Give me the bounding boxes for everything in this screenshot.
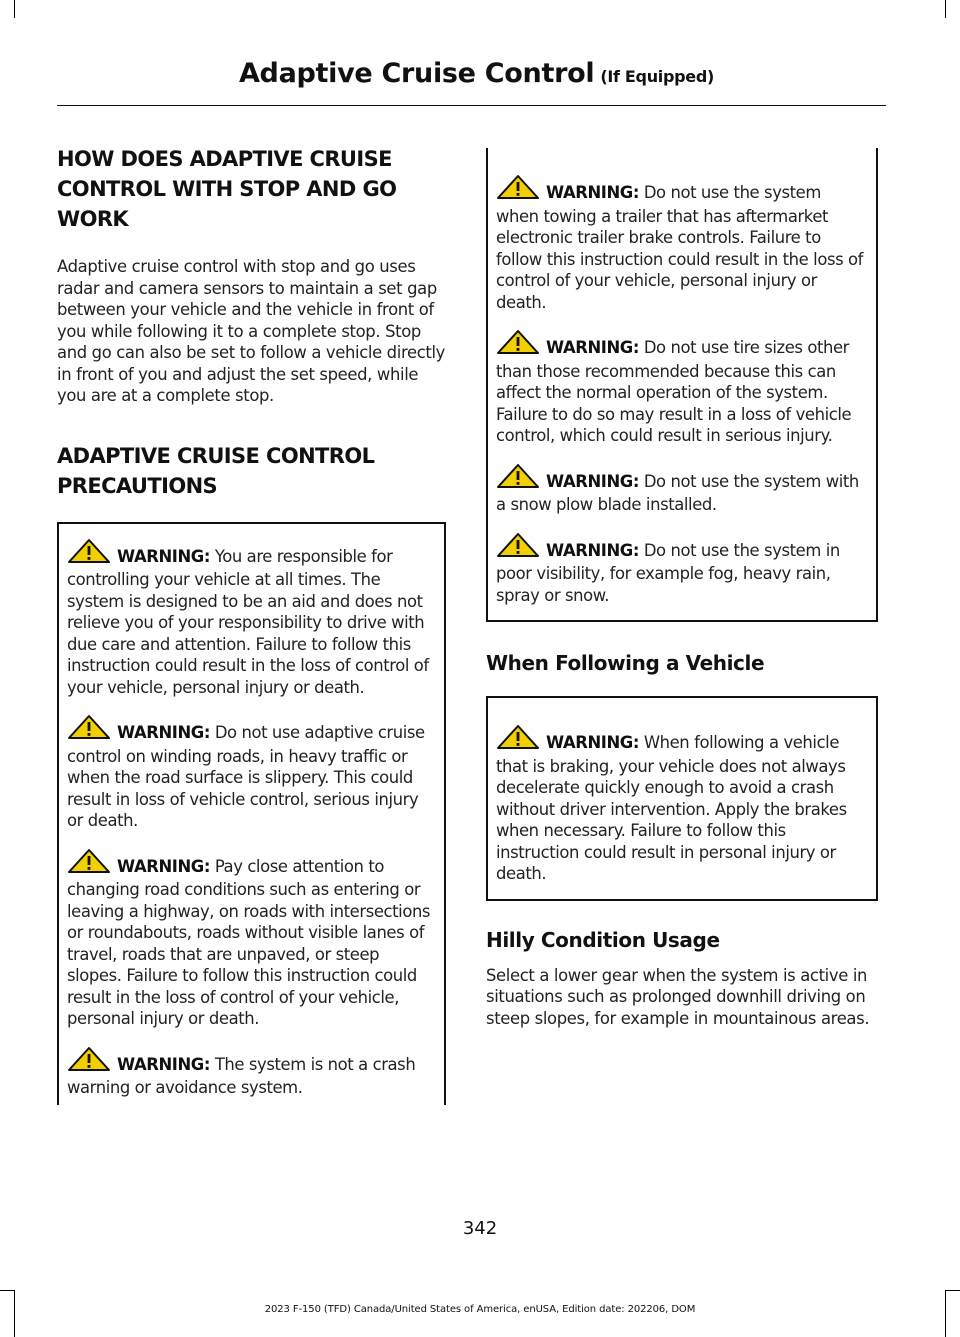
warning-triangle-icon [67,714,111,746]
warning-item [496,329,868,447]
warning-label: WARNING: [117,856,210,876]
warning-box-continued [486,148,878,622]
warning-text: When following a vehicle that is braking, your vehicle does not always decelerate quickly enough to avoid a crash without driver intervention. Apply the brakes when necessary. Failure to follow this instruction could result in personal injury or death. [496,733,847,883]
crop-mark-top-left-v [14,0,15,18]
section-title-how-it-works [57,144,446,234]
warning-label: WARNING: [117,546,210,566]
warning-item [496,463,868,516]
warning-label: WARNING: [546,733,639,752]
warning-text: The system is not a crash warning or avoidance system. [67,1054,416,1097]
warning-label: WARNING: [117,1054,210,1074]
warning-label: WARNING: [546,540,639,560]
warning-triangle-icon [67,538,111,570]
subsection-title-following: When Following a Vehicle [486,651,765,675]
header-rule [57,105,886,106]
section-title-precautions [57,441,446,501]
section-title-line: CONTROL WITH STOP AND GO [57,177,397,201]
warning-label: WARNING: [546,471,639,491]
crop-mark-bottom-right-h [945,1290,960,1291]
subsection-title-hilly: Hilly Condition Usage [486,927,720,952]
warning-item [496,532,868,607]
warning-label: WARNING: [117,723,210,742]
warning-text: Do not use adaptive cruise control on winding roads, in heavy traffic or when the road surface is slippery. This could result in loss of vehicle control, serious injury or death. [67,723,425,830]
page-header-title [239,58,714,89]
warning-box-precautions [57,522,446,1105]
warning-triangle-icon [496,532,540,564]
header-subtitle: (If Equipped) [600,67,714,86]
left-column [57,144,446,1105]
warning-box-following [486,696,878,901]
crop-mark-top-right-v [945,0,946,18]
section-body-how-it-works: Adaptive cruise control with stop and go uses radar and camera sensors to maintain a set gap between your vehicle and the vehicle in front of you while following it to a complete stop. Stop and go can also be set to follow a vehicle directly in front of you and adjust the set speed, while you are at a complete stop. [57,257,445,405]
warning-item [67,714,436,832]
warning-item [496,174,868,313]
section-title-line: HOW DOES ADAPTIVE CRUISE [57,147,392,171]
warning-triangle-icon [67,848,111,880]
warning-item [67,538,436,699]
section-title-line: WORK [57,207,129,231]
warning-triangle-icon [496,724,540,756]
warning-item [67,1046,436,1099]
warning-item [67,848,436,1030]
warning-triangle-icon [496,174,540,206]
header-title-text: Adaptive Cruise Control [238,58,595,89]
warning-triangle-icon [496,463,540,495]
warning-text: Do not use tire sizes other than those recommended because this can affect the normal operation of the system. Failure to do so may result in a loss of vehicle control, which could result in serious injury. [496,338,852,445]
right-column [486,148,878,1029]
warning-text: Do not use the system in poor visibility, for example fog, heavy rain, spray or snow. [496,540,840,605]
warning-text: Do not use the system when towing a trailer that has aftermarket electronic trailer brake controls. Failure to follow this instruction could result in the loss of control of your vehicle, personal injury or death. [496,183,864,312]
section-title-line: PRECAUTIONS [57,473,218,498]
section-title-line: ADAPTIVE CRUISE CONTROL [57,443,375,468]
warning-text: You are responsible for controlling your vehicle at all times. The system is designed to be an aid and does not relieve you of your responsibility to drive with due care and attention. Failure to follow this instruction could result in the loss of control of your vehicle, personal injury or death. [67,546,429,697]
warning-label: WARNING: [546,338,639,357]
warning-text: Do not use the system with a snow plow blade installed. [496,471,859,514]
crop-mark-bottom-left-h [0,1290,15,1291]
warning-triangle-icon [496,329,540,361]
page-number: 342 [462,1218,498,1239]
warning-text: Pay close attention to changing road conditions such as entering or leaving a highway, on roads with intersections or roundabouts, roads without visible lanes of travel, roads that are unpaved, or steep slopes. Failure to follow this instruction could result in the loss of control of your vehicle, personal injury or death. [67,856,431,1028]
warning-item [496,724,868,885]
warning-label: WARNING: [546,183,639,202]
warning-triangle-icon [67,1046,111,1078]
subsection-body-hilly: Select a lower gear when the system is active in situations such as prolonged downhill driving on steep slopes, for example in mountainous areas. [486,965,870,1028]
edition-note: 2023 F-150 (TFD) Canada/United States of America, enUSA, Edition date: 202206, DOM [264,1304,696,1315]
